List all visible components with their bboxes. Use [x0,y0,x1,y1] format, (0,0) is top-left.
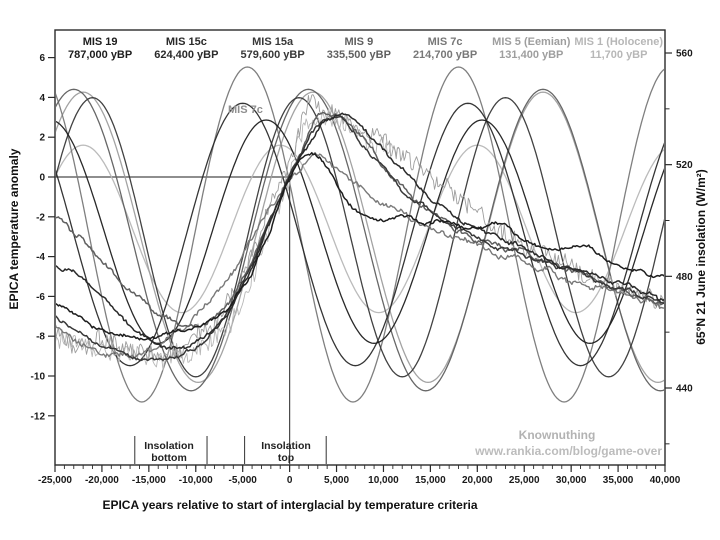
legend-age: 335,500 yBP [326,49,391,61]
inplot-series-label: MIS 7c [228,104,263,116]
bottom-tick-label: 20,000 [462,475,493,486]
left-tick-label: -2 [36,212,45,224]
left-tick-label: 6 [39,53,45,65]
bottom-tick-label: -25,000 [38,475,72,486]
bottom-tick-label: 0 [286,475,293,486]
legend-label: MIS 19 [82,36,118,48]
bottom-tick-label: 35,000 [602,475,634,486]
left-tick-label: 0 [39,172,45,184]
bottom-tick-label: -20,000 [84,475,119,486]
legend-label: MIS 15a [252,36,294,48]
legend-label: MIS 1 (Holocene) [574,36,664,48]
x-axis-title: EPICA years relative to start of interglacial by temperature criteria [102,498,478,512]
legend-entry-7 [574,36,663,62]
temperature-curve-mis-7c [55,153,664,358]
bottom-tick-label: -5,000 [228,475,257,486]
insolation-curve-mis-1-holocene- [55,145,665,313]
legend-entry-1 [57,36,143,62]
right-axis [665,49,693,444]
legend-age: 579,600 yBP [240,49,305,61]
bottom-tick-label: 5,000 [324,475,350,486]
bottom-tick-label: 40,000 [649,475,681,486]
legend-entry-3 [229,36,315,62]
bottom-tick-label: 25,000 [508,475,540,486]
legend-age: 11,700 yBP [589,49,648,61]
left-axis-title: EPICA temperature anomaly [7,148,21,310]
insolation-bottom-annotation [114,440,224,464]
bottom-tick-label: -10,000 [178,475,213,486]
legend-entry-2 [143,36,229,62]
insolation-bottom-line2: bottom [151,452,187,464]
watermark-name: Knownuthing [518,428,596,442]
right-tick-label: 480 [676,271,693,283]
insolation-curve-mis-19 [55,120,665,343]
legend-age: 787,000 yBP [68,49,133,61]
curves-layer [55,67,665,402]
legend-entry-6 [488,36,574,62]
bottom-tick-label: 30,000 [555,475,587,486]
legend-label: MIS 7c [427,36,463,48]
left-tick-label: 4 [39,92,45,104]
temperature-curve-mis-15c [55,113,664,349]
insolation-top-annotation [231,440,341,464]
left-axis [31,53,55,422]
right-tick-label: 560 [676,48,693,60]
watermark-url: www.rankia.com/blog/game-over [475,444,662,458]
insolation-top-line2: top [277,452,295,464]
left-tick-label: -12 [30,411,45,423]
left-tick-label: -10 [30,371,45,383]
insolation-bottom-line1: Insolation [144,440,194,452]
right-tick-label: 520 [676,160,693,172]
insolation-top-line1: Insolation [261,440,311,452]
legend-label: MIS 9 [344,36,374,48]
legend-age: 624,400 yBP [154,49,219,61]
legend-entry-5 [402,36,488,62]
legend-label: MIS 15c [165,36,207,48]
bottom-axis [38,465,681,486]
legend-entry-4 [316,36,402,62]
bottom-tick-label: -15,000 [131,475,166,486]
legend-age: 131,400 yBP [499,49,564,61]
left-tick-label: 2 [39,132,45,144]
right-tick-label: 440 [676,383,693,395]
legend-label: MIS 5 (Eemian) [492,36,571,48]
left-tick-label: -6 [36,291,45,303]
bottom-tick-label: 10,000 [368,475,399,486]
legend [57,36,663,62]
temperature-curve-mis-15a [55,117,664,361]
left-tick-label: -8 [36,331,45,343]
legend-age: 214,700 yBP [412,49,478,61]
bottom-tick-label: 15,000 [415,475,446,486]
right-axis-title: 65°N 21 June insolation (W/m²) [694,169,708,345]
left-tick-label: -4 [36,252,45,264]
